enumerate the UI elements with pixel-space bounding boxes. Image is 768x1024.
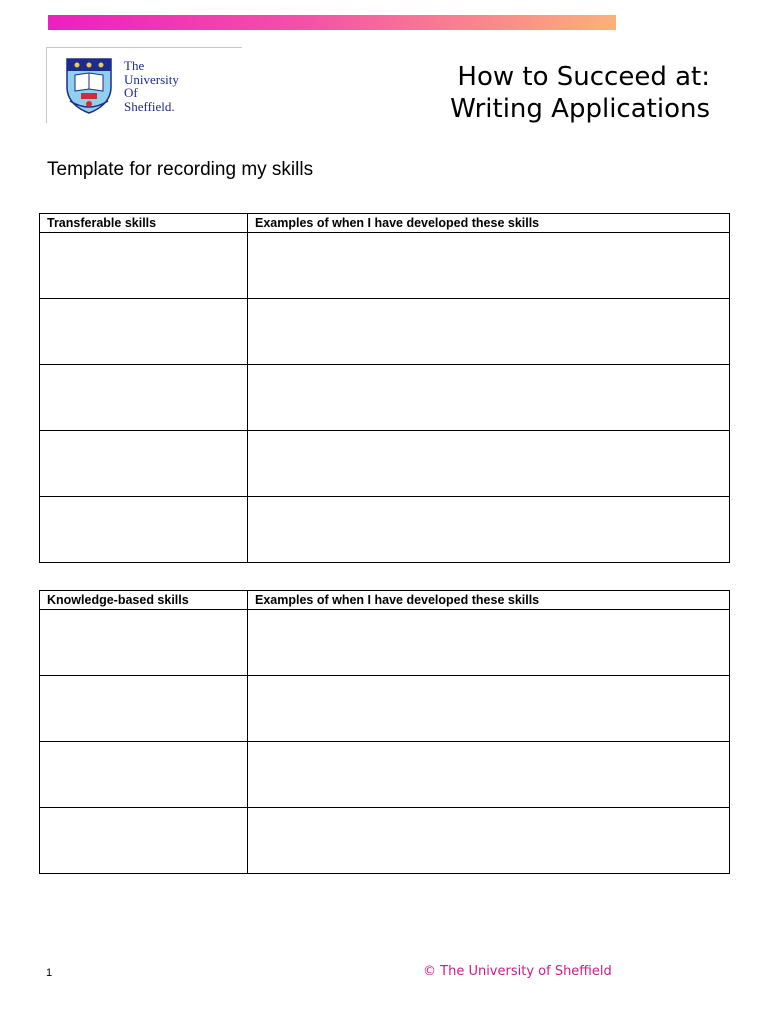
table-row [40,299,730,365]
table-row [40,610,730,676]
logo-line-the: The [124,58,145,73]
table-row [40,808,730,874]
knowledge-skills-table [39,590,730,874]
university-logo-text [124,59,179,113]
table-row [40,233,730,299]
section-heading: Template for recording my skills [47,159,314,180]
example-cell[interactable] [248,808,730,874]
skill-cell[interactable] [40,299,248,365]
skill-cell[interactable] [40,808,248,874]
transferable-skills-table [39,213,730,563]
table-header-row [40,214,730,233]
page-number: 1 [46,967,53,979]
copyright-notice: © The University of Sheffield [423,964,612,979]
example-cell[interactable] [248,610,730,676]
university-logo [46,47,242,123]
skill-cell[interactable] [40,742,248,808]
skill-cell[interactable] [40,497,248,563]
skill-cell[interactable] [40,610,248,676]
university-crest-icon [64,57,114,115]
document-title [450,61,710,125]
example-cell[interactable] [248,233,730,299]
column-header-skill: Transferable skills [40,214,248,233]
skill-cell[interactable] [40,676,248,742]
example-cell[interactable] [248,299,730,365]
skill-cell[interactable] [40,431,248,497]
gradient-header-bar [48,15,616,30]
example-cell[interactable] [248,365,730,431]
example-cell[interactable] [248,676,730,742]
skill-cell[interactable] [40,365,248,431]
table-row [40,365,730,431]
logo-line-sheffield: Sheffield. [124,98,175,114]
table-header-row [40,591,730,610]
logo-line-of: Of [124,85,138,100]
column-header-examples: Examples of when I have developed these skills [248,591,730,610]
table-row [40,742,730,808]
document-title-line-1: How to Succeed at: [457,62,710,92]
table-row [40,676,730,742]
table-row [40,497,730,563]
logo-line-university: University [124,71,179,87]
skill-cell[interactable] [40,233,248,299]
column-header-skill: Knowledge-based skills [40,591,248,610]
table-row [40,431,730,497]
column-header-examples: Examples of when I have developed these skills [248,214,730,233]
example-cell[interactable] [248,431,730,497]
example-cell[interactable] [248,497,730,563]
document-title-line-2: Writing Applications [450,94,710,124]
example-cell[interactable] [248,742,730,808]
